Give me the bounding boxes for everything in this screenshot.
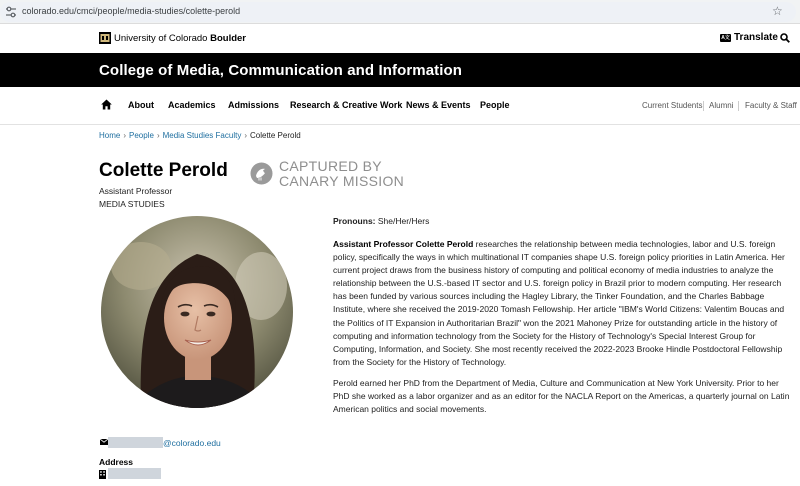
- breadcrumb-home[interactable]: Home: [99, 131, 121, 140]
- pronouns: Pronouns: She/Her/Hers: [333, 216, 430, 226]
- breadcrumb-media-studies-faculty[interactable]: Media Studies Faculty: [162, 131, 242, 140]
- nav-people[interactable]: People: [480, 100, 510, 110]
- person-title: Assistant Professor: [99, 186, 173, 196]
- main-nav: [0, 87, 800, 125]
- util-divider: [703, 101, 704, 111]
- browser-toolbar: [0, 0, 800, 24]
- university-brand-bar: [0, 24, 800, 53]
- breadcrumb: [99, 131, 301, 140]
- address-redaction: [108, 468, 161, 479]
- util-alumni[interactable]: Alumni: [709, 101, 734, 110]
- mail-icon: [100, 439, 108, 445]
- college-banner: [0, 53, 800, 87]
- watermark-line-2: CANARY MISSION: [279, 173, 405, 189]
- nav-about[interactable]: About: [128, 100, 154, 110]
- email-redaction: [108, 437, 163, 448]
- address-label: Address: [99, 457, 134, 467]
- util-current-students[interactable]: Current Students: [642, 101, 703, 110]
- nav-academics[interactable]: Academics: [168, 100, 216, 110]
- breadcrumb-separator: ›: [244, 131, 247, 140]
- translate-icon[interactable]: A文: [721, 35, 730, 41]
- breadcrumb-separator: ›: [123, 131, 127, 140]
- building-icon: [99, 470, 106, 479]
- tune-icon[interactable]: [5, 5, 17, 19]
- home-icon[interactable]: [101, 99, 112, 110]
- email-link[interactable]: @colorado.edu: [163, 438, 221, 448]
- translate-button[interactable]: Translate: [734, 32, 778, 43]
- canary-bird-icon: [250, 162, 273, 185]
- breadcrumb-current: Colette Perold: [249, 131, 301, 140]
- nav-admissions[interactable]: Admissions: [228, 100, 280, 110]
- util-divider: [738, 101, 739, 111]
- bio-paragraph-1: Assistant Professor Colette Perold researches the relationship between media technologies, labor and U.S. foreign policy, specifically the ways in which multinational IT companies shape U.S. foreign policy priorities in Latin America. Her current project draws from the business history of computing and political economy of media industries to analyze the relationship between the U.S.-based IT sector and U.S. foreign policy in Brazil prior to modern computing. Her research has been funded by various sources including the Hagley Library, the Tinker Foundation, and the Charles Babbage Institute, where she received the 2019-2020 Tomash Fellowship. Her article "IBM's World Citizens: Valentim Boucas and the Politics of IT Expansion in Authoritarian Brazil" won the 2021 Mahoney Prize for outstanding article in the history of computing and information technology from the Society for the History of Technology's Special Interest Group for Computing, Information, and Society. She most recently received the 2022-2023 Brooke Hindle Postdoctoral Fellowship from the Society for the History of Technology.: [333, 239, 785, 367]
- bio-paragraph-2: Perold earned her PhD from the Department of Media, Culture and Communication at New York University. Prior to her PhD she worked as a labor organizer and as an editor for the NACLA Report on the Americas, a quarterly journal on Latin American politics and social movements.: [333, 378, 790, 415]
- url-text[interactable]: colorado.edu/cmci/people/media-studies/colette-perold: [22, 6, 241, 16]
- nav-news-events[interactable]: News & Events: [406, 100, 471, 110]
- cu-logo-icon[interactable]: [99, 32, 111, 44]
- breadcrumb-separator: ›: [156, 131, 160, 140]
- person-department: MEDIA STUDIES: [99, 199, 165, 209]
- profile-photo: [101, 216, 293, 408]
- page-title: Colette Perold: [99, 160, 228, 181]
- nav-research[interactable]: Research & Creative Work: [290, 100, 403, 110]
- util-faculty-staff[interactable]: Faculty & Staff: [745, 101, 797, 110]
- college-title[interactable]: College of Media, Communication and Information: [99, 62, 463, 79]
- watermark-line-1: CAPTURED BY: [279, 158, 382, 174]
- university-name[interactable]: University of Colorado Boulder: [114, 33, 246, 44]
- star-icon[interactable]: ☆: [772, 4, 783, 18]
- search-icon[interactable]: [780, 33, 790, 43]
- address-bar[interactable]: [0, 2, 796, 22]
- breadcrumb-people[interactable]: People: [129, 131, 154, 140]
